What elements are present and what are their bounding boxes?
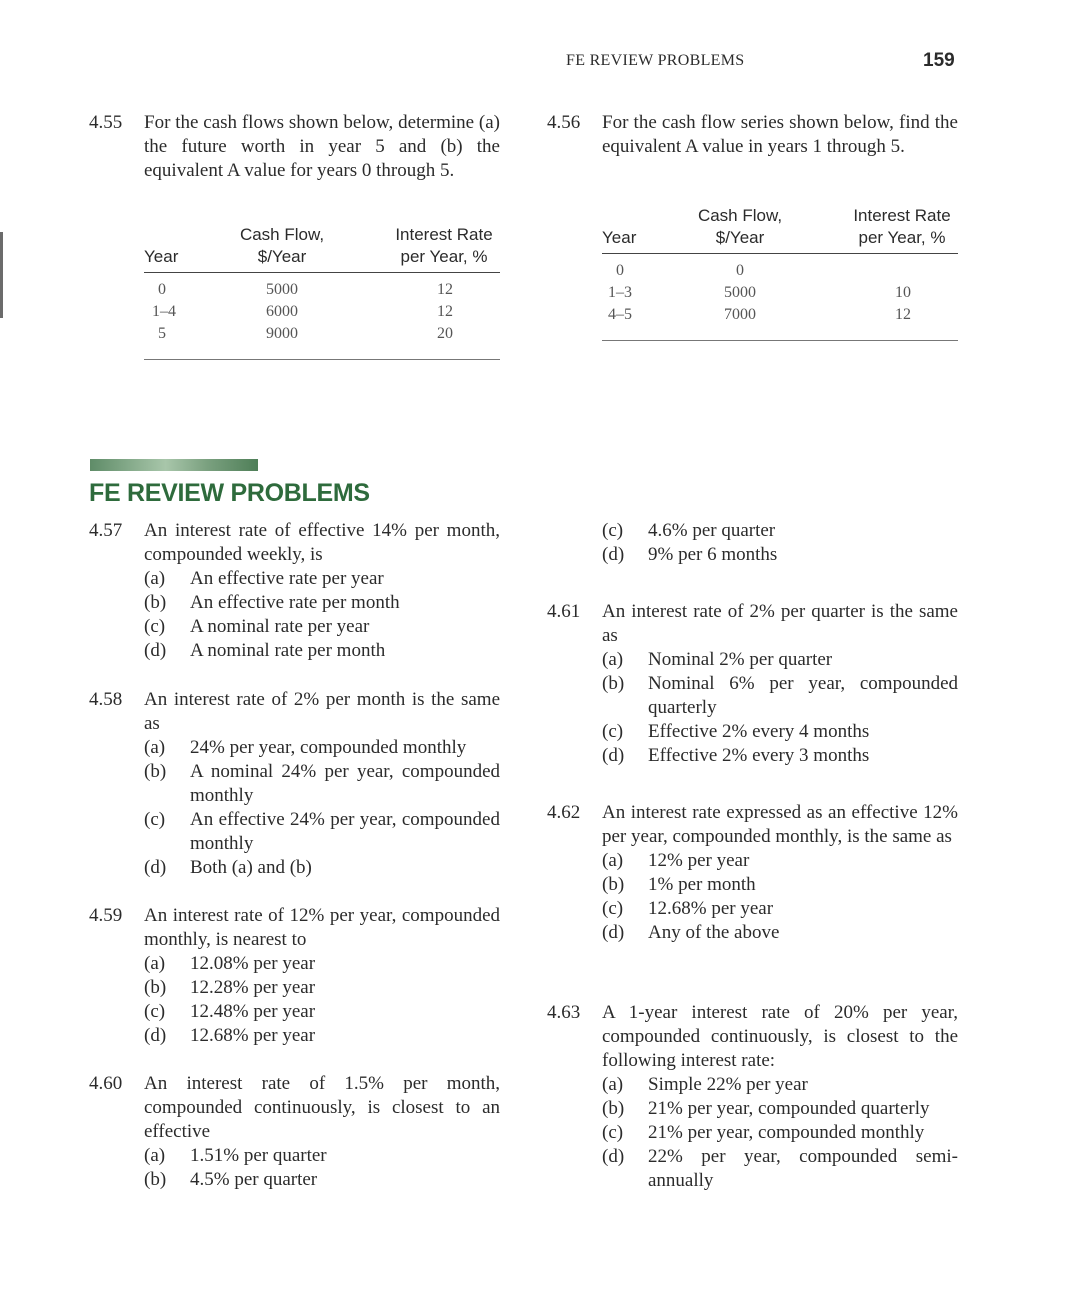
option-a: (a) 24% per year, compounded monthly: [144, 737, 467, 758]
problem-stem: An interest rate of 12% per year, compounded monthly, is nearest to: [144, 905, 500, 950]
col-header-cash-flow: Cash Flow, $/Year: [222, 224, 342, 273]
problem-stem: For the cash flows shown below, determine (a) the future worth in year 5 and (b) the equivalent A value for years 0 through 5.: [144, 112, 500, 181]
option-a: (a) 1.51% per quarter: [144, 1145, 327, 1166]
col-header-interest-rate: Interest Rate per Year, %: [342, 224, 500, 273]
problem-number: 4.61: [547, 601, 581, 622]
option-a: (a) 12% per year: [602, 850, 750, 871]
problem-stem: A 1-year interest rate of 20% per year, compounded continuously, is closest to the following interest rate:: [602, 1002, 958, 1071]
option-c: (c) Effective 2% every 4 months: [602, 721, 870, 742]
option-b: (b) 1% per month: [602, 874, 756, 895]
problem-number: 4.59: [89, 905, 123, 926]
problem-4-56: [547, 111, 958, 159]
options-list: [144, 736, 500, 880]
section-title: FE REVIEW PROBLEMS: [89, 479, 370, 507]
options-list: [602, 1073, 958, 1193]
problem-stem: An interest rate of 2% per month is the same as: [144, 689, 500, 734]
col-header-year: Year: [602, 205, 680, 254]
problem-4-62: [547, 801, 958, 945]
options-list: [144, 1144, 500, 1192]
option-d: (d) Both (a) and (b): [144, 857, 312, 878]
table-row: 4–5 7000 12: [602, 304, 958, 341]
table-row: 5 9000 20: [144, 323, 500, 360]
options-list: [602, 849, 958, 945]
option-c: (c) 4.6% per quarter: [602, 520, 776, 541]
option-c: (c) A nominal rate per year: [144, 616, 370, 637]
section-decoration-bar: [90, 459, 258, 471]
option-c: (c) 12.48% per year: [144, 1001, 316, 1022]
option-c: (c) 21% per year, compounded monthly: [602, 1122, 925, 1143]
table-row: 0 5000 12: [158, 281, 453, 298]
problem-number: 4.63: [547, 1002, 581, 1023]
option-d: (d) 9% per 6 months: [602, 544, 778, 565]
problem-stem: For the cash flow series shown below, find the equivalent A value in years 1 through 5.: [602, 112, 958, 157]
problem-4-57: [89, 519, 500, 663]
problem-number: 4.55: [89, 112, 123, 133]
table-row: 1–3 5000 10: [608, 284, 911, 301]
option-b: (b) Nominal 6% per year, compounded quarterly: [602, 673, 958, 718]
options-list: [144, 952, 500, 1048]
option-c: (c) An effective 24% per year, compounded monthly: [144, 809, 500, 854]
page-number: 159: [923, 50, 955, 71]
option-b: (b) 4.5% per quarter: [144, 1169, 318, 1190]
options-list: [144, 567, 500, 663]
cash-flow-table-4-56: [602, 205, 958, 341]
col-header-year: Year: [144, 224, 222, 273]
table-row: 0 0: [616, 262, 744, 279]
option-d: (d) A nominal rate per month: [144, 640, 386, 661]
problem-stem: An interest rate of 1.5% per month, compounded continuously, is closest to an effective: [144, 1073, 500, 1142]
problem-stem: An interest rate of effective 14% per month, compounded weekly, is: [144, 520, 500, 565]
option-d: (d) Any of the above: [602, 922, 780, 943]
problem-4-63: [547, 1001, 958, 1193]
option-b: (b) An effective rate per month: [144, 592, 400, 613]
option-b: (b) A nominal 24% per year, compounded monthly: [144, 761, 500, 806]
option-d: (d) 22% per year, compounded semi-annually: [602, 1146, 958, 1191]
options-list: [602, 648, 958, 768]
running-head: FE REVIEW PROBLEMS: [566, 52, 745, 69]
option-a: (a) An effective rate per year: [144, 568, 384, 589]
col-header-cash-flow: Cash Flow, $/Year: [680, 205, 800, 254]
problem-stem: An interest rate of 2% per quarter is the same as: [602, 601, 958, 646]
option-d: (d) 12.68% per year: [144, 1025, 316, 1046]
problem-number: 4.56: [547, 112, 581, 133]
problem-4-60-continued: [547, 519, 958, 567]
problem-number: 4.62: [547, 802, 581, 823]
problem-number: 4.60: [89, 1073, 123, 1094]
problem-4-61: [547, 600, 958, 768]
problem-4-58: [89, 688, 500, 880]
option-a: (a) 12.08% per year: [144, 953, 316, 974]
problem-number: 4.57: [89, 520, 123, 541]
problem-4-59: [89, 904, 500, 1048]
option-a: (a) Nominal 2% per quarter: [602, 649, 833, 670]
cash-flow-table-4-55: [144, 224, 500, 360]
option-a: (a) Simple 22% per year: [602, 1074, 808, 1095]
problem-stem: An interest rate expressed as an effective 12% per year, compounded monthly, is the same as: [602, 802, 958, 847]
table-row: 1–4 6000 12: [152, 303, 453, 320]
col-header-interest-rate: Interest Rate per Year, %: [800, 205, 958, 254]
option-b: (b) 12.28% per year: [144, 977, 316, 998]
options-list: [602, 519, 958, 567]
page-edge-mark: [0, 232, 3, 318]
problem-4-60: [89, 1072, 500, 1192]
problem-4-55: [89, 111, 500, 183]
option-d: (d) Effective 2% every 3 months: [602, 745, 870, 766]
option-c: (c) 12.68% per year: [602, 898, 774, 919]
problem-number: 4.58: [89, 689, 123, 710]
option-b: (b) 21% per year, compounded quarterly: [602, 1098, 930, 1119]
